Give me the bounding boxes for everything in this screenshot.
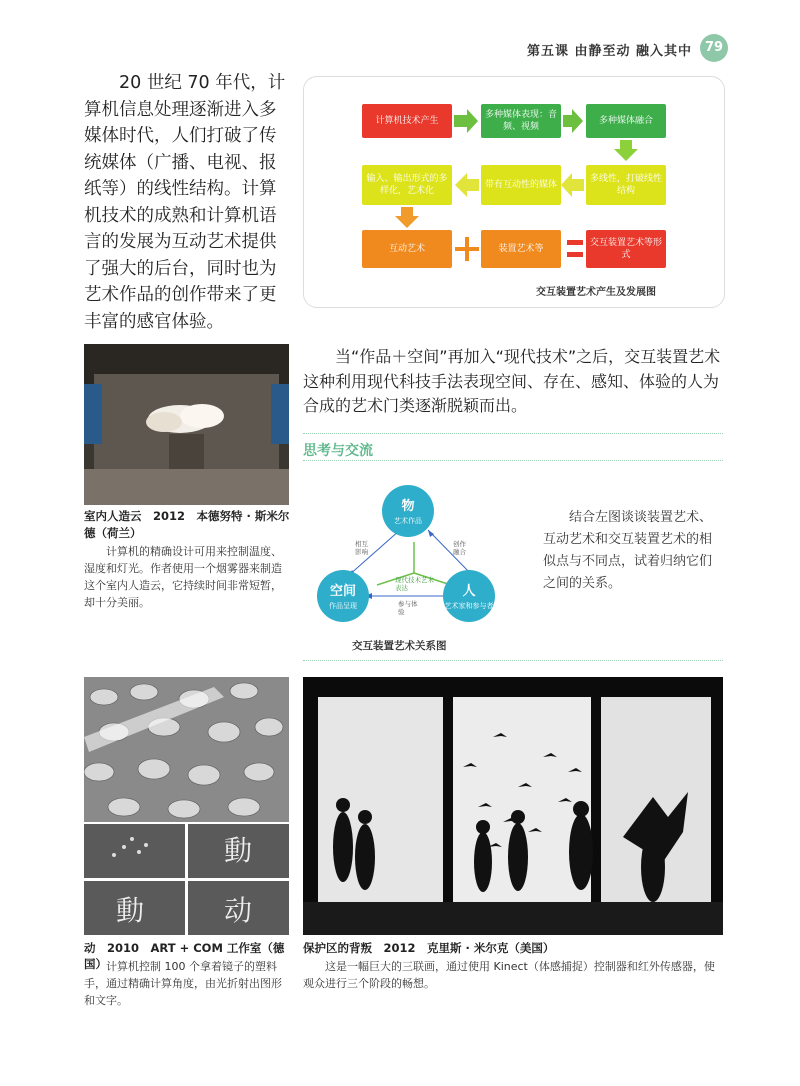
refuge-photo xyxy=(303,677,723,935)
cloud-photo xyxy=(84,344,289,505)
arrow-down-2 xyxy=(395,207,419,228)
intro-text: 20 世纪 70 年代，计算机信息处理逐渐进入多媒体时代，人们打破了传统媒体（广播、电视、报纸等）的线性结构。计算机技术的成熟和计算机语言的发展为互动艺术提供了强大的后台，同时也为艺术作品的创作带来了更丰富的感官体验。 xyxy=(84,73,286,332)
flow-node-installation-art: 装置艺术等 xyxy=(481,230,561,268)
flow-node-interactive-art: 互动艺术 xyxy=(362,230,452,268)
dong-caption-title: 动 2010 ART + COM 工作室（德国） xyxy=(84,941,285,971)
refuge-caption-desc: 这是一幅巨大的三联画，通过使用 Kinect（体感捕捉）控制器和红外传感器，使观众进行三个阶段的畅想。 xyxy=(303,960,715,990)
plus-h xyxy=(455,247,479,251)
divider-top xyxy=(303,433,723,434)
cloud-caption-title: 室内人造云 2012 本德努特 · 斯米尔德（荷兰） xyxy=(84,509,290,540)
node-wu-label: 物 xyxy=(401,499,415,514)
node-wu-sub: 艺术作品 xyxy=(394,517,422,525)
equals-bottom xyxy=(567,252,583,257)
section-title: 思考与交流 xyxy=(303,443,373,459)
flow-caption: 交互装置艺术产生及发展图 xyxy=(536,287,656,298)
dong-frame-text-3: 动 xyxy=(224,894,253,927)
dong-frame-text-2: 動 xyxy=(116,894,145,927)
think-question xyxy=(543,507,723,595)
dong-caption-desc: 计算机控制 100 个拿着镜子的塑料手，通过精确计算角度，由光折射出图形和文字。 xyxy=(84,960,282,1007)
arrow-left-2 xyxy=(455,173,479,197)
edge-bottom-label: 参与体验 xyxy=(398,600,418,616)
flow-node-interactive-media: 带有互动性的媒体 xyxy=(481,165,561,205)
node-kongjian-label: 空间 xyxy=(329,584,356,599)
dong-frame-text-1: 動 xyxy=(224,834,253,867)
flow-arrows xyxy=(304,77,724,307)
flow-chart xyxy=(303,76,725,308)
node-kongjian xyxy=(317,570,369,622)
intro-paragraph xyxy=(84,70,289,335)
center-label: 现代技术艺术表达 xyxy=(395,576,434,592)
think-text: 结合左图谈谈装置艺术、互动艺术和交互装置艺术的相似点与不同点，试着归纳它们之间的关系。 xyxy=(543,510,713,591)
node-ren xyxy=(443,570,495,622)
node-ren-label: 人 xyxy=(462,584,476,599)
cloud-caption-desc: 计算机的精确设计可用来控制温度、湿度和灯光。作者使用一个烟雾器来制造这个室内人造云，它持续时间非常短暂，却十分美丽。 xyxy=(84,545,282,609)
main-text: 当“作品＋空间”再加入“现代技术”之后，交互装置艺术这种利用现代科技手法表现空间、存在、感知、体验的人为合成的艺术门类逐渐脱颖而出。 xyxy=(303,347,721,415)
page-number: 79 xyxy=(700,34,728,62)
flow-node-io-diverse: 输入、输出形式的多样化，艺术化 xyxy=(362,165,452,205)
node-kongjian-sub: 作品呈现 xyxy=(329,602,357,610)
divider-bottom xyxy=(303,660,723,661)
relationship-diagram xyxy=(303,480,538,640)
edge-left-label: 相互影响 xyxy=(355,540,368,556)
flow-node-interactive-installation: 交互装置艺术等形式 xyxy=(586,230,666,268)
arrow-right-2 xyxy=(563,109,583,133)
diagram-caption: 交互装置艺术关系图 xyxy=(352,640,447,652)
arrow-down-1 xyxy=(614,140,638,161)
edge-right-label: 创作融合 xyxy=(453,540,466,556)
main-paragraph xyxy=(303,345,728,419)
divider-section xyxy=(303,460,723,461)
node-wu xyxy=(382,485,434,537)
node-ren-sub: 艺术家和参与者 xyxy=(444,602,494,610)
refuge-caption-title: 保护区的背叛 2012 克里斯 · 米尔克（美国） xyxy=(303,941,555,955)
arrow-left-1 xyxy=(561,173,584,197)
dong-photo xyxy=(84,677,289,935)
flow-node-multimedia: 多种媒体表现：音频、视频 xyxy=(481,104,561,138)
equals-top xyxy=(567,240,583,245)
flow-node-nonlinear: 多线性，打破线性结构 xyxy=(586,165,666,205)
arrow-right-1 xyxy=(454,109,478,133)
flow-node-media-fusion: 多种媒体融合 xyxy=(586,104,666,138)
flow-node-computer-tech: 计算机技术产生 xyxy=(362,104,452,138)
lesson-header: 第五课 由静至动 融入其中 xyxy=(526,44,692,59)
